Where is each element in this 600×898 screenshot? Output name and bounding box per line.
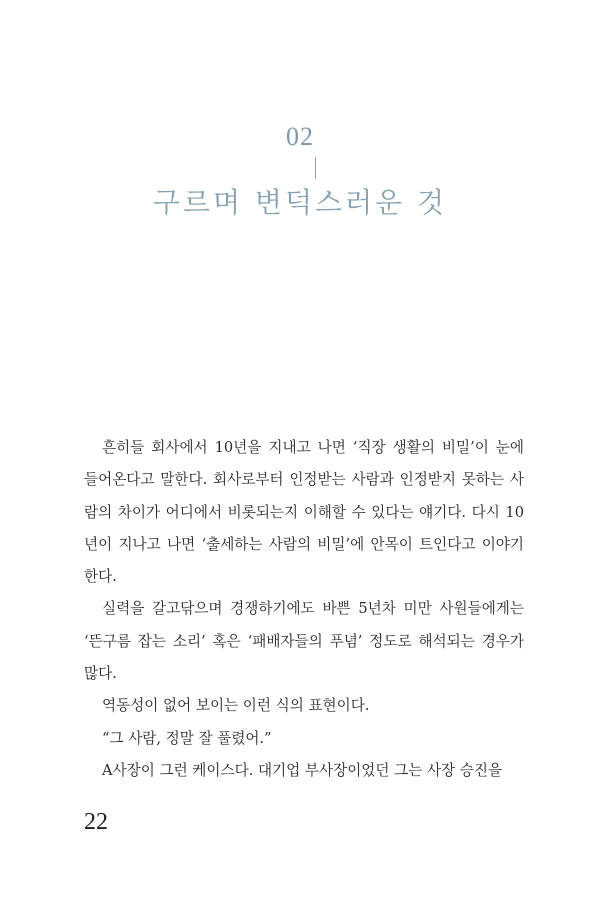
paragraph: “그 사람, 정말 잘 풀렸어.” [102, 729, 272, 747]
chapter-divider [315, 157, 316, 179]
paragraph: 역동성이 없어 보이는 이런 식의 표현이다. [102, 697, 370, 715]
chapter-title: 구르며 변덕스러운 것 [152, 186, 448, 219]
page-number: 22 [84, 809, 108, 835]
body-text [84, 432, 524, 787]
paragraph: A사장이 그런 케이스다. 대기업 부사장이었던 그는 사장 승진을 [102, 761, 503, 779]
paragraph: 흔히들 회사에서 10년을 지내고 나면 ‘직장 생활의 비밀’이 눈에 들어온다고 말한다. 회사로부터 인정받는 사람과 인정받지 못하는 사람의 차이가 어디에서 비롯되는지 이해할 수 있다는 얘기다. 다시 10년이 지나고 나면 ‘출세하는 사람의 비밀’에 안목이 트인다고 이야기한다. [84, 439, 524, 586]
chapter-number: 02 [286, 122, 314, 151]
paragraph: 실력을 갈고닦으며 경쟁하기에도 바쁜 5년차 미만 사원들에게는 ‘뜬구름 잡는 소리’ 혹은 ‘패배자들의 푸념’ 정도로 해석되는 경우가 많다. [84, 600, 524, 683]
